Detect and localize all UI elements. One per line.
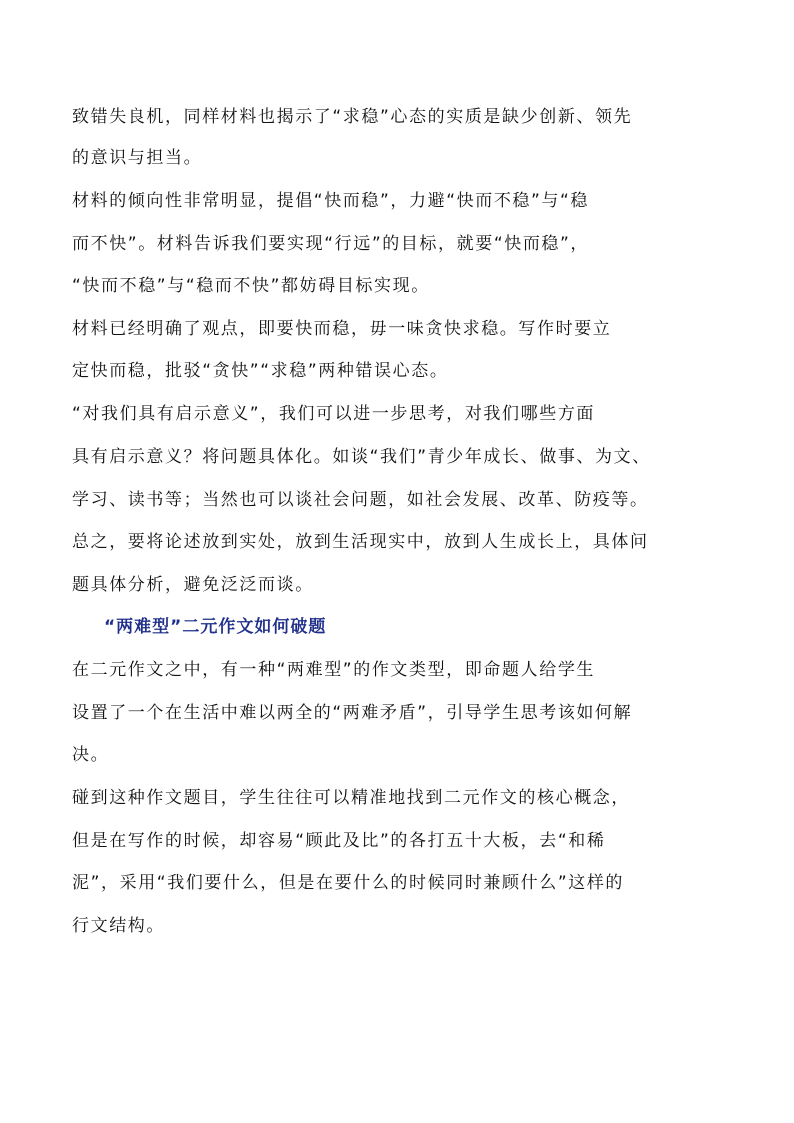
paragraph-line: 题具体分析，避免泛泛而谈。 (72, 575, 314, 595)
paragraph-line: 总之，要将论述放到实处，放到生活现实中，放到人生成长上，具体问 (72, 532, 649, 552)
paragraph-line: 设置了一个在生活中难以两全的“两难矛盾”，引导学生思考该如何解 (72, 703, 633, 723)
section-heading: “两难型”二元作文如何破题 (104, 617, 327, 637)
paragraph-line: 碰到这种作文题目，学生往往可以精准地找到二元作文的核心概念， (72, 788, 630, 808)
paragraph-line: 决。 (72, 745, 110, 765)
paragraph-line: 在二元作文之中，有一种“两难型”的作文类型，即命题人给学生 (72, 660, 596, 680)
paragraph-line: “对我们具有启示意义”，我们可以进一步思考，对我们哪些方面 (72, 404, 596, 424)
paragraph-line: “快而不稳”与“稳而不快”都妨碍目标实现。 (72, 276, 430, 296)
paragraph-line: 材料的倾向性非常明显，提倡“快而稳”，力避“快而不稳”与“稳 (72, 191, 590, 211)
paragraph-line: 定快而稳，批驳“贪快”“求稳”两种错误心态。 (72, 361, 449, 381)
paragraph-line: 材料已经明确了观点，即要快而稳，毋一味贪快求稳。写作时要立 (72, 319, 612, 339)
paragraph-line: 行文结构。 (72, 916, 165, 936)
paragraph-line: 学习、读书等；当然也可以谈社会问题，如社会发展、改革、防疫等。 (72, 490, 649, 510)
paragraph-line: 但是在写作的时候，却容易“顾此及比”的各打五十大板，去“和稀 (72, 831, 606, 851)
paragraph-line: 具有启示意义？将问题具体化。如谈“我们”青少年成长、做事、为文、 (72, 447, 651, 467)
paragraph-line: 而不快”。材料告诉我们要实现“行远”的目标，就要“快而稳”， (72, 234, 590, 254)
paragraph-line: 致错失良机，同样材料也揭示了“求稳”心态的实质是缺少创新、领先 (72, 107, 633, 127)
paragraph-line: 泥”，采用“我们要什么，但是在要什么的时候同时兼顾什么”这样的 (72, 873, 625, 893)
paragraph-line: 的意识与担当。 (72, 148, 203, 168)
